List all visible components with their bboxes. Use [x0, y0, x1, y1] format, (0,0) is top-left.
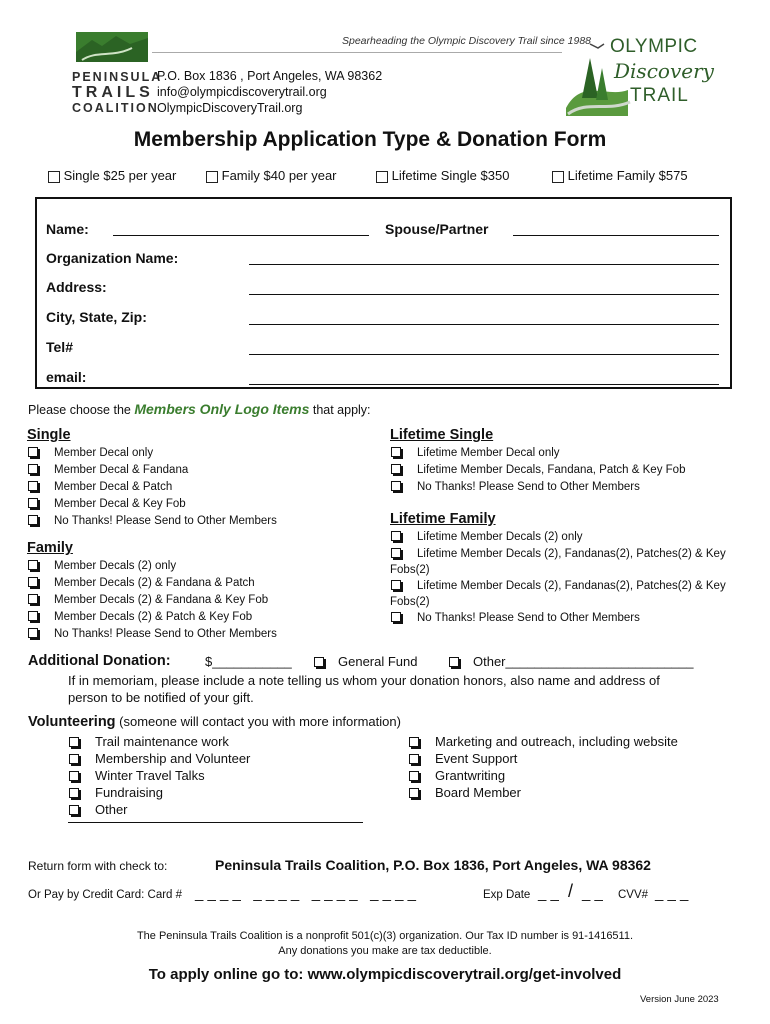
lifetime-single-heading: Lifetime Single: [390, 427, 494, 443]
cvv-input[interactable]: _ _ _: [655, 885, 689, 902]
membership-family-option[interactable]: [206, 168, 337, 183]
ptc-logo-line-1: PENINSULA: [72, 70, 163, 84]
spouse-input[interactable]: [513, 235, 719, 236]
checkbox[interactable]: [28, 515, 38, 525]
item-label: Lifetime Member Decals (2) only: [417, 531, 583, 543]
checkbox[interactable]: [28, 464, 38, 474]
family-item[interactable]: [28, 577, 255, 589]
email-input[interactable]: [249, 384, 719, 385]
logo-items-suffix: that apply:: [309, 403, 371, 417]
other-fund-label: Other__________________________: [473, 654, 694, 669]
item-label: No Thanks! Please Send to Other Members: [54, 515, 277, 527]
volunteer-option[interactable]: [69, 768, 205, 783]
item-label: Member Decals (2) & Fandana & Key Fob: [54, 594, 269, 606]
org-website[interactable]: OlympicDiscoveryTrail.org: [157, 101, 303, 115]
checkbox[interactable]: [376, 171, 388, 183]
other-fund-option[interactable]: [449, 654, 694, 669]
volunteer-option[interactable]: [409, 751, 517, 766]
logo-items-intro: [28, 401, 371, 417]
volunteer-option[interactable]: [69, 751, 250, 766]
item-label: No Thanks! Please Send to Other Members: [417, 612, 640, 624]
lifetime-single-item[interactable]: [391, 464, 685, 476]
volunteering-heading-row: [28, 714, 401, 730]
ptc-logo-line-3: COALITION: [72, 101, 159, 115]
volunteer-other-input[interactable]: [68, 822, 363, 823]
odt-logo: [562, 32, 712, 122]
item-label: No Thanks! Please Send to Other Members: [417, 481, 640, 493]
checkbox[interactable]: [449, 657, 459, 667]
spouse-label: Spouse/Partner: [385, 221, 489, 237]
org-email[interactable]: info@olympicdiscoverytrail.org: [157, 85, 327, 99]
checkbox[interactable]: [69, 737, 79, 747]
volunteer-label: Grantwriting: [435, 768, 506, 783]
checkbox[interactable]: [391, 447, 401, 457]
volunteer-label: Membership and Volunteer: [95, 751, 251, 766]
tel-input[interactable]: [249, 354, 719, 355]
volunteering-heading: Volunteering: [28, 714, 116, 730]
donation-label: Additional Donation:: [28, 653, 171, 669]
volunteer-option[interactable]: [69, 785, 163, 800]
item-label: Lifetime Member Decal only: [417, 447, 560, 459]
checkbox[interactable]: [391, 580, 401, 590]
checkbox[interactable]: [69, 754, 79, 764]
volunteer-label: Trail maintenance work: [95, 734, 229, 749]
ptc-logo-mountain-icon: [72, 30, 152, 64]
checkbox[interactable]: [409, 737, 419, 747]
volunteer-label: Other: [95, 802, 128, 817]
cvv-label: CVV#: [618, 889, 649, 901]
memoriam-note-line-1: If in memoriam, please include a note telling us whom your donation honors, also name and address of: [68, 673, 660, 688]
city-input[interactable]: [249, 324, 719, 325]
volunteer-label: Event Support: [435, 751, 518, 766]
item-label: No Thanks! Please Send to Other Members: [54, 628, 277, 640]
org-address: P.O. Box 1836 , Port Angeles, WA 98362: [157, 69, 383, 83]
family-heading: Family: [27, 540, 73, 556]
membership-label: Lifetime Single $350: [391, 168, 510, 183]
item-label: Member Decals (2) only: [54, 560, 177, 572]
tax-deductible-note: Any donations you make are tax deductible.: [278, 945, 492, 957]
item-label: Member Decals (2) & Patch & Key Fob: [54, 611, 253, 623]
logo-items-prefix: Please choose the: [28, 403, 135, 417]
lifetime-family-item[interactable]: [391, 531, 583, 543]
volunteer-label: Winter Travel Talks: [95, 768, 205, 783]
odt-logo-line-3: TRAIL: [630, 85, 689, 106]
tagline: Spearheading the Olympic Discovery Trail since 1988: [342, 35, 592, 47]
volunteer-option[interactable]: [69, 802, 128, 817]
checkbox[interactable]: [314, 657, 324, 667]
contact-info-box: [35, 197, 732, 389]
nonprofit-note: The Peninsula Trails Coalition is a nonprofit 501(c)(3) organization. Our Tax ID number is 91-1416511.: [136, 930, 634, 942]
volunteer-option[interactable]: [69, 734, 229, 749]
name-label: Name:: [46, 221, 89, 237]
item-label: Member Decals (2) & Fandana & Patch: [54, 577, 255, 589]
checkbox[interactable]: [391, 548, 401, 558]
version-label: Version June 2023: [640, 994, 719, 1005]
lifetime-single-item[interactable]: [391, 481, 640, 493]
membership-lifetime-single-option[interactable]: [376, 168, 509, 183]
single-item[interactable]: [28, 464, 188, 476]
memoriam-note-line-2: person to be notified of your gift.: [68, 690, 254, 705]
volunteering-note: (someone will contact you with more information): [115, 714, 401, 729]
item-label: Lifetime Member Decals (2), Fandanas(2), Patches(2) & Key: [417, 580, 726, 592]
checkbox[interactable]: [28, 447, 38, 457]
exp-slash: /: [568, 881, 574, 901]
membership-label: Single $25 per year: [63, 168, 177, 183]
general-fund-label: General Fund: [338, 654, 418, 669]
single-item[interactable]: [28, 515, 277, 527]
volunteer-option[interactable]: [409, 768, 505, 783]
item-label: Member Decal & Fandana: [54, 464, 189, 476]
single-item[interactable]: [28, 447, 153, 459]
card-number-input[interactable]: _ _ _ _ _ _ _ _ _ _ _ _ _ _ _ _: [195, 885, 416, 902]
card-label: Or Pay by Credit Card: Card #: [28, 889, 183, 901]
lifetime-family-item[interactable]: [391, 548, 726, 560]
membership-single-option[interactable]: [48, 168, 176, 183]
membership-label: Lifetime Family $575: [567, 168, 688, 183]
lifetime-family-item[interactable]: [391, 612, 640, 624]
membership-label: Family $40 per year: [221, 168, 337, 183]
exp-month-input[interactable]: _ _: [538, 885, 559, 902]
item-label: Member Decal only: [54, 447, 154, 459]
item-label: Lifetime Member Decals (2), Fandanas(2), Patches(2) & Key: [417, 548, 726, 560]
address-input[interactable]: [249, 294, 719, 295]
item-label-continued: Fobs(2): [390, 564, 430, 576]
lifetime-family-item[interactable]: [391, 580, 726, 592]
tel-label: Tel#: [46, 339, 73, 355]
return-label: Return form with check to:: [28, 859, 168, 873]
checkbox[interactable]: [206, 171, 218, 183]
family-item[interactable]: [28, 560, 176, 572]
family-item[interactable]: [28, 611, 252, 623]
family-item[interactable]: [28, 628, 277, 640]
lifetime-family-heading: Lifetime Family: [390, 511, 496, 527]
checkbox[interactable]: [409, 788, 419, 798]
email-label: email:: [46, 369, 87, 385]
checkbox[interactable]: [28, 611, 38, 621]
volunteer-label: Board Member: [435, 785, 521, 800]
volunteer-label: Fundraising: [95, 785, 163, 800]
exp-label: Exp Date: [483, 889, 531, 901]
checkbox[interactable]: [28, 594, 38, 604]
checkbox[interactable]: [409, 771, 419, 781]
checkbox[interactable]: [391, 481, 401, 491]
checkbox[interactable]: [48, 171, 60, 183]
organization-input[interactable]: [249, 264, 719, 265]
checkbox[interactable]: [409, 754, 419, 764]
membership-lifetime-family-option[interactable]: [552, 168, 688, 183]
volunteer-option[interactable]: [409, 734, 678, 749]
item-label-continued: Fobs(2): [390, 596, 430, 608]
return-address: Peninsula Trails Coalition, P.O. Box 1836, Port Angeles, WA 98362: [215, 857, 651, 873]
single-heading: Single: [27, 427, 71, 443]
logo-items-highlight: Members Only Logo Items: [134, 401, 310, 417]
checkbox[interactable]: [28, 560, 38, 570]
organization-label: Organization Name:: [46, 250, 179, 266]
item-label: Lifetime Member Decals, Fandana, Patch & Key Fob: [417, 464, 686, 476]
volunteer-option[interactable]: [409, 785, 521, 800]
name-input[interactable]: [113, 235, 369, 236]
address-label: Address:: [46, 279, 107, 295]
family-item[interactable]: [28, 594, 268, 606]
checkbox[interactable]: [69, 805, 79, 815]
odt-logo-line-1: OLYMPIC: [610, 36, 698, 57]
checkbox[interactable]: [552, 171, 564, 183]
volunteer-label: Marketing and outreach, including website: [435, 734, 678, 749]
checkbox[interactable]: [28, 498, 38, 508]
single-item[interactable]: [28, 481, 172, 493]
checkbox[interactable]: [28, 481, 38, 491]
lifetime-single-item[interactable]: [391, 447, 560, 459]
item-label: Member Decal & Patch: [54, 481, 173, 493]
checkbox[interactable]: [28, 628, 38, 638]
checkbox[interactable]: [28, 577, 38, 587]
odt-logo-line-2: Discovery: [614, 59, 714, 83]
general-fund-option[interactable]: [314, 654, 418, 669]
checkbox[interactable]: [391, 531, 401, 541]
header-divider: [152, 52, 562, 53]
ptc-logo-line-2: TRAILS: [72, 84, 154, 101]
page-title: Membership Application Type & Donation Form: [133, 128, 607, 151]
ptc-logo: [72, 30, 163, 118]
single-item[interactable]: [28, 498, 186, 510]
checkbox[interactable]: [69, 788, 79, 798]
checkbox[interactable]: [391, 612, 401, 622]
checkbox[interactable]: [391, 464, 401, 474]
exp-year-input[interactable]: _ _: [582, 885, 603, 902]
apply-online-link[interactable]: To apply online go to: www.olympicdiscoverytrail.org/get-involved: [148, 966, 622, 983]
donation-amount-input[interactable]: $___________: [205, 654, 292, 669]
checkbox[interactable]: [69, 771, 79, 781]
item-label: Member Decal & Key Fob: [54, 498, 186, 510]
city-label: City, State, Zip:: [46, 309, 147, 325]
